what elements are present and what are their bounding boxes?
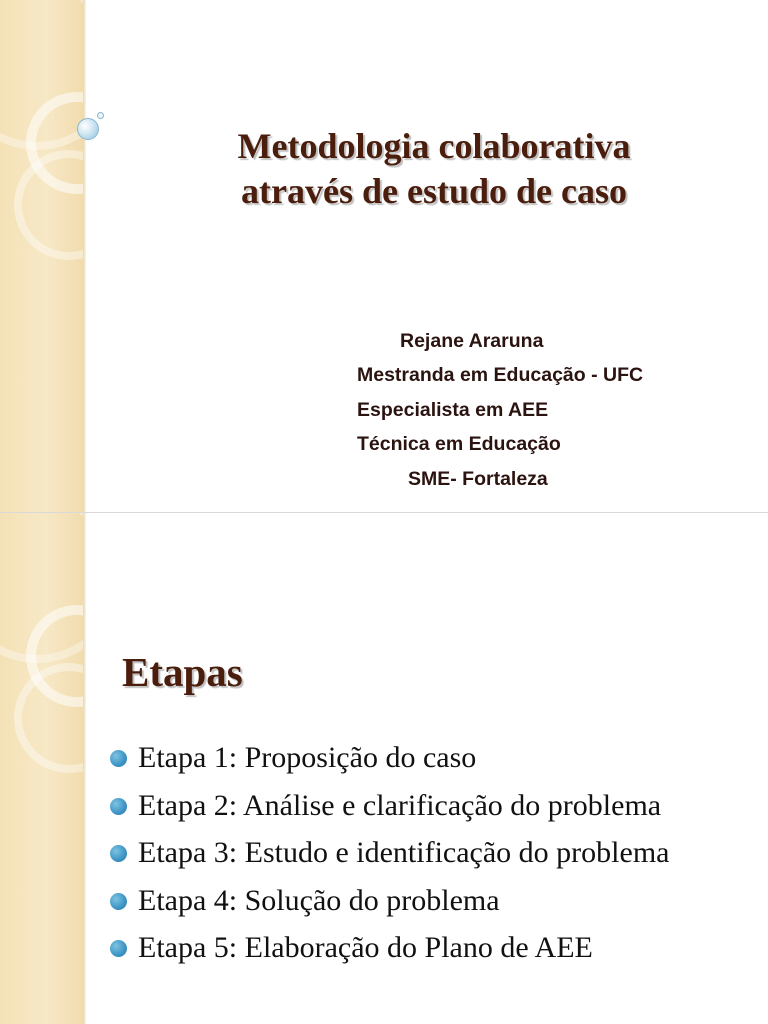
author-credential: Técnica em Educação <box>357 433 561 455</box>
title-line: através de estudo de caso <box>241 171 627 211</box>
decorative-side-stripe <box>0 0 83 512</box>
author-affiliation: SME- Fortaleza <box>408 468 548 490</box>
bubble-ornament <box>97 112 104 119</box>
author-credential: Mestranda em Educação - UFC <box>357 364 644 386</box>
author-credential: Especialista em AEE <box>357 399 549 421</box>
stripe-edge <box>83 513 86 1024</box>
list-item-text: Etapa 1: Proposição do caso <box>138 741 477 774</box>
bullet-dot-icon <box>110 893 127 910</box>
title-line: Metodologia colaborativa <box>237 126 631 166</box>
bullet-dot-icon <box>110 845 127 862</box>
list-item <box>108 831 669 879</box>
bullet-dot-icon <box>110 798 127 815</box>
slide-title <box>110 124 758 214</box>
list-item <box>108 926 669 974</box>
ring-ornament <box>14 150 124 260</box>
decorative-side-stripe <box>0 513 83 1024</box>
bullet-dot-icon <box>110 750 127 767</box>
author-name: Rejane Araruna <box>400 330 544 352</box>
list-item <box>108 784 669 832</box>
bubble-ornament <box>77 118 99 140</box>
slide-heading: Etapas <box>122 649 243 695</box>
list-item-text: Etapa 5: Elaboração do Plano de AEE <box>138 931 593 964</box>
list-item-text: Etapa 3: Estudo e identificação do problema <box>138 836 670 869</box>
bullet-list <box>108 736 669 974</box>
list-item <box>108 879 669 927</box>
bullet-dot-icon <box>110 940 127 957</box>
list-item-text: Etapa 4: Solução do problema <box>138 883 500 917</box>
stripe-edge <box>83 0 86 512</box>
list-item <box>108 736 669 784</box>
list-item-text: Etapa 2: Análise e clarificação do problema <box>138 788 662 822</box>
